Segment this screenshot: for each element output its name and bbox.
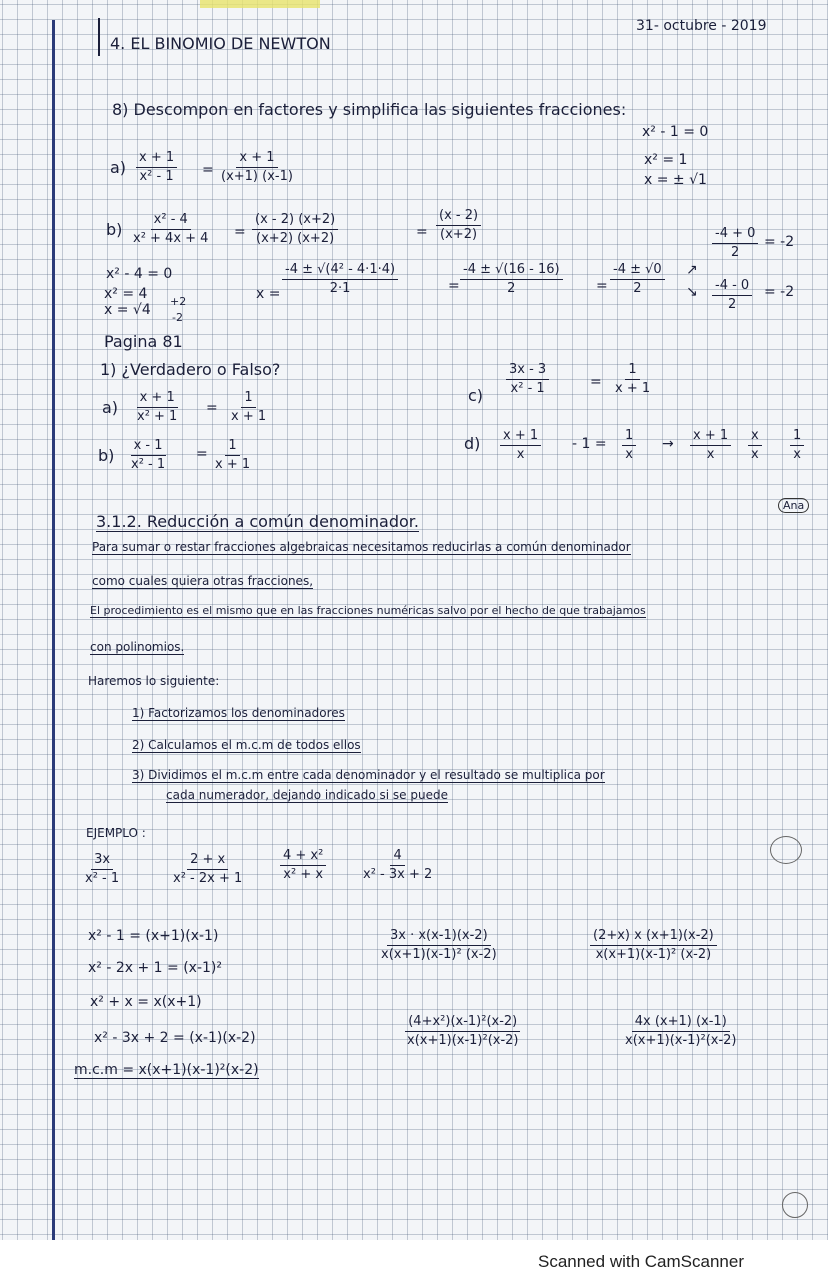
branch-plus: +2	[170, 295, 187, 308]
denominator: x	[516, 447, 525, 462]
denominator: x	[793, 447, 801, 462]
denominator: x	[625, 447, 633, 462]
denominator: 2	[633, 281, 642, 296]
title-bar-mark	[98, 18, 100, 56]
denominator: 2	[727, 297, 737, 312]
section-heading: 3.1.2. Reducción a común denominador.	[96, 512, 419, 531]
tf-item-a-label: a)	[102, 398, 119, 417]
quadratic-formula-2	[460, 262, 563, 297]
result-fraction-4	[622, 1014, 740, 1049]
denominator: x² + x	[283, 867, 324, 882]
fraction-a-factored	[218, 150, 296, 185]
numerator: 1	[622, 428, 636, 446]
scanner-footer	[0, 1240, 828, 1280]
numerator: x + 1	[690, 428, 731, 446]
step-3-line-2: cada numerador, dejando indicado si se puede	[166, 788, 448, 802]
numerator: x + 1	[500, 428, 541, 446]
denominator: (x+1) (x-1)	[221, 169, 293, 184]
tf-a-right	[228, 390, 269, 425]
work-line-3: x = √4	[104, 302, 151, 318]
tf-d-right	[622, 428, 636, 463]
factorization-2: x² - 2x + 1 = (x-1)²	[88, 960, 222, 976]
denominator: x	[751, 447, 759, 462]
example-fraction-4	[360, 848, 435, 883]
numerator: x	[748, 428, 762, 446]
implies-arrow-icon: →	[662, 436, 674, 452]
denominator: x + 1	[231, 409, 267, 424]
side-equation-1: x² - 1 = 0	[642, 124, 709, 140]
highlighter-mark	[200, 0, 320, 8]
denominator: 2	[507, 281, 516, 296]
numerator: x² - 4	[151, 212, 191, 230]
root-2-value: = -2	[764, 284, 795, 300]
denominator: x + 1	[215, 457, 251, 472]
arrow-down-icon: ↘	[686, 284, 698, 300]
equals-sign: =	[234, 224, 246, 240]
numerator: x - 1	[131, 438, 166, 456]
example-fraction-3	[280, 848, 326, 883]
equals-sign: =	[596, 278, 608, 294]
tf-b-left	[128, 438, 168, 473]
numerator: (x - 2)	[436, 208, 481, 226]
tf-b-right	[212, 438, 253, 473]
numerator: x + 1	[236, 150, 277, 168]
root-1	[712, 226, 758, 261]
denominator: x(x+1)(x-1)² (x-2)	[381, 947, 497, 962]
tf-d-step-3	[790, 428, 804, 463]
step-3-line-1: 3) Dividimos el m.c.m entre cada denominador y el resultado se multiplica por	[132, 768, 605, 782]
numerator: 1	[241, 390, 255, 408]
denominator: x² - 1	[510, 381, 545, 396]
fraction-b-original	[130, 212, 211, 247]
equals-sign: =	[448, 278, 460, 294]
tf-item-c-label: c)	[468, 386, 484, 405]
factorization-1: x² - 1 = (x+1)(x-1)	[88, 928, 219, 944]
paragraph-line-5: Haremos lo siguiente:	[88, 674, 220, 688]
denominator: x(x+1)(x-1)² (x-2)	[595, 947, 712, 962]
exercise-8-statement: 8) Descompon en factores y simplifica las siguientes fracciones:	[112, 100, 627, 119]
true-false-question: 1) ¿Verdadero o Falso?	[100, 360, 281, 379]
equals-sign: =	[416, 224, 428, 240]
numerator: 3x · x(x-1)(x-2)	[387, 928, 491, 946]
numerator: (2+x) x (x+1)(x-2)	[590, 928, 717, 946]
denominator: x	[706, 447, 715, 462]
result-fraction-2	[590, 928, 717, 963]
tf-item-d-label: d)	[464, 434, 481, 453]
tf-item-b-label: b)	[98, 446, 115, 465]
item-b-label: b)	[106, 220, 123, 239]
numerator: 3x	[91, 852, 113, 870]
tf-a-left	[134, 390, 180, 425]
example-label: EJEMPLO :	[86, 826, 146, 840]
tf-d-step-1	[690, 428, 731, 463]
factorization-4: x² - 3x + 2 = (x-1)(x-2)	[94, 1030, 256, 1046]
page-hole-mark	[782, 1192, 808, 1218]
factorization-3: x² + x = x(x+1)	[90, 994, 202, 1010]
numerator: x + 1	[136, 150, 177, 168]
branch-minus: -2	[172, 311, 183, 324]
step-2: 2) Calculamos el m.c.m de todos ellos	[132, 738, 361, 752]
tf-d-middle: - 1 =	[572, 436, 607, 452]
denominator: (x+2)	[440, 227, 478, 242]
quadratic-formula-1	[282, 262, 398, 297]
arrow-up-icon: ↗	[686, 262, 698, 278]
root-1-value: = -2	[764, 234, 795, 250]
denominator: x + 1	[615, 381, 651, 396]
denominator: (x+2) (x+2)	[256, 231, 335, 246]
tf-c-left	[506, 362, 549, 397]
work-line-1: x² - 4 = 0	[106, 266, 173, 282]
denominator: x² - 3x + 2	[363, 867, 433, 882]
fraction-b-factored	[252, 212, 338, 247]
numerator: 2 + x	[187, 852, 228, 870]
numerator: (x - 2) (x+2)	[252, 212, 338, 230]
tf-d-step-2	[748, 428, 762, 463]
work-line-2: x² = 4	[104, 286, 148, 302]
tf-c-right	[612, 362, 653, 397]
numerator: x + 1	[137, 390, 178, 408]
numerator: -4 ± √0	[610, 262, 665, 280]
numerator: 1	[790, 428, 804, 446]
numerator: 4x (x+1) (x-1)	[632, 1014, 730, 1032]
paragraph-line-3: El procedimiento es el mismo que en las fracciones numéricas salvo por el hecho de que trabajamos	[90, 604, 646, 617]
margin-line	[52, 20, 55, 1256]
step-1: 1) Factorizamos los denominadores	[132, 706, 345, 720]
quadratic-prefix: x =	[256, 286, 281, 302]
side-equation-2: x² = 1	[644, 152, 688, 168]
page-date: 31- octubre - 2019	[636, 18, 767, 34]
page-title: 4. EL BINOMIO DE NEWTON	[110, 34, 331, 53]
denominator: x² - 1	[139, 169, 174, 184]
page-reference: Pagina 81	[104, 332, 183, 351]
side-equation-3: x = ± √1	[644, 172, 707, 188]
paragraph-line-2: como cuales quiera otras fracciones,	[92, 574, 314, 588]
denominator: 2·1	[329, 281, 351, 296]
root-2	[712, 278, 752, 313]
equals-sign: =	[206, 400, 218, 416]
denominator: x(x+1)(x-1)²(x-2)	[407, 1033, 519, 1048]
example-fraction-2	[170, 852, 245, 887]
equals-sign: =	[590, 374, 602, 390]
numerator: 1	[225, 438, 239, 456]
mcm-result: m.c.m = x(x+1)(x-1)²(x-2)	[74, 1062, 259, 1078]
quadratic-formula-3	[610, 262, 665, 297]
paragraph-line-4: con polinomios.	[90, 640, 185, 654]
denominator: x² - 2x + 1	[173, 871, 243, 886]
denominator: x² - 1	[85, 871, 120, 886]
numerator: 4 + x²	[280, 848, 326, 866]
numerator: -4 ± √(16 - 16)	[460, 262, 563, 280]
scanner-watermark: Scanned with CamScanner	[537, 1252, 744, 1271]
fraction-a-original	[136, 150, 177, 185]
denominator: x² + 4x + 4	[133, 231, 209, 246]
denominator: x(x+1)(x-1)²(x-2)	[625, 1033, 737, 1048]
fraction-b-simplified	[436, 208, 481, 243]
numerator: -4 ± √(4² - 4·1·4)	[282, 262, 398, 280]
denominator: 2	[731, 245, 740, 260]
example-fraction-1	[82, 852, 122, 887]
equals-sign: =	[196, 446, 208, 462]
name-badge: Ana	[778, 498, 809, 513]
denominator: x² - 1	[131, 457, 166, 472]
numerator: (4+x²)(x-1)²(x-2)	[405, 1014, 520, 1032]
result-fraction-3	[404, 1014, 522, 1049]
paragraph-line-1: Para sumar o restar fracciones algebraicas necesitamos reducirlas a común denominador	[92, 540, 631, 554]
result-fraction-1	[378, 928, 500, 963]
item-a-label: a)	[110, 158, 127, 177]
page-hole-mark	[770, 836, 802, 864]
numerator: -4 + 0	[712, 226, 758, 244]
numerator: -4 - 0	[712, 278, 752, 296]
numerator: 4	[390, 848, 404, 866]
numerator: 3x - 3	[506, 362, 549, 380]
tf-d-left	[500, 428, 541, 463]
numerator: 1	[625, 362, 639, 380]
equals-sign: =	[202, 162, 214, 178]
denominator: x² + 1	[137, 409, 178, 424]
